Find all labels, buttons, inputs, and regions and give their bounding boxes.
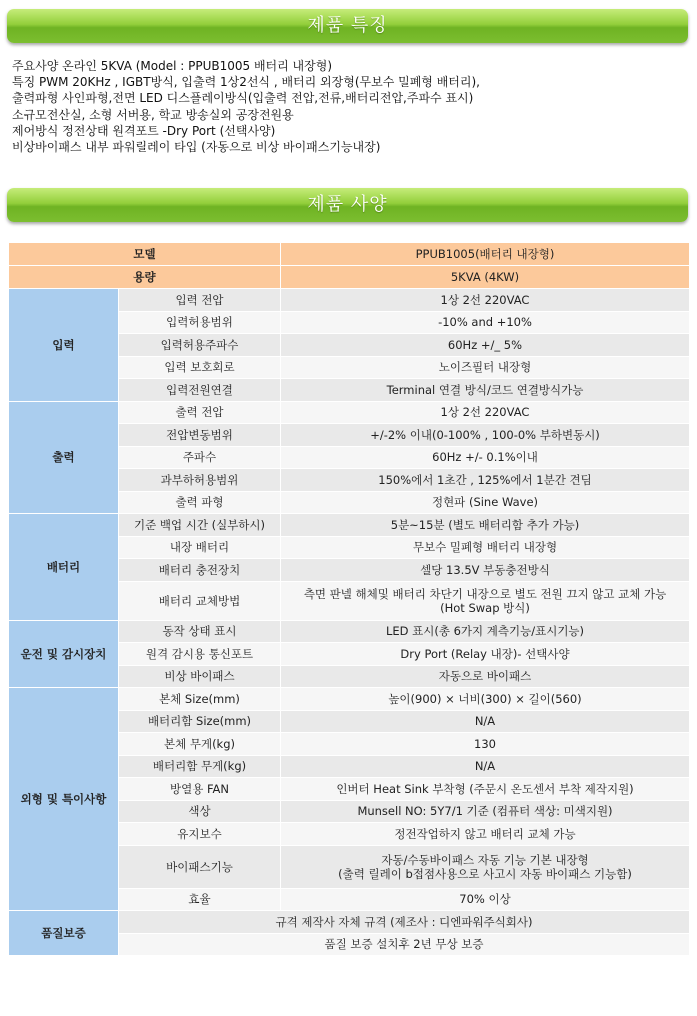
spec-label: 입력허용범위 — [119, 311, 281, 334]
features-banner: 제품 특징 — [7, 9, 688, 43]
spec-label: 비상 바이패스 — [119, 665, 281, 688]
spec-value-line: 측면 판넬 해체및 배터리 차단기 내장으로 별도 전원 끄지 않고 교체 가능 — [303, 586, 667, 601]
table-row — [9, 266, 690, 289]
spec-value — [281, 581, 690, 620]
spec-label: 입력 보호회로 — [119, 356, 281, 379]
spec-label: 내장 배터리 — [119, 536, 281, 559]
spec-label: 원격 감시용 통신포트 — [119, 643, 281, 666]
feature-line: 출력파형 사인파형,전면 LED 디스플레이방식(입출력 전압,전류,배터리전압,주파수 표시) — [12, 91, 474, 106]
spec-label: 과부하허용범위 — [119, 469, 281, 492]
spec-value: 무보수 밀폐형 배터리 내장형 — [281, 536, 690, 559]
spec-value: 노이즈필터 내장형 — [281, 356, 690, 379]
spec-label: 배터리 충전장치 — [119, 559, 281, 582]
spec-value: 60Hz +/- 0.1%이내 — [281, 446, 690, 469]
table-row — [9, 620, 690, 643]
spec-value-line: (Hot Swap 방식) — [440, 600, 530, 615]
spec-banner: 제품 사양 — [7, 188, 688, 222]
spec-label: 효율 — [119, 888, 281, 911]
spec-value: 규격 제작사 자체 규격 (제조사 : 디엔파워주식회사) — [119, 911, 690, 934]
table-row — [9, 243, 690, 266]
spec-value: Munsell NO: 5Y7/1 기준 (컴퓨터 색상: 미색지원) — [281, 800, 690, 823]
spec-value: 5분~15분 (별도 배터리함 추가 가능) — [281, 514, 690, 537]
table-row — [9, 688, 690, 711]
spec-label: 출력 파형 — [119, 491, 281, 514]
feature-line: 소규모전산실, 소형 서버용, 학교 방송실외 공장전원용 — [12, 107, 294, 122]
spec-value-line: 자동/수동바이패스 자동 기능 기본 내장형 — [381, 852, 589, 867]
model-label: 모델 — [9, 243, 281, 266]
spec-value: -10% and +10% — [281, 311, 690, 334]
spec-value: 130 — [281, 733, 690, 756]
spec-value: 높이(900) × 너비(300) × 길이(560) — [281, 688, 690, 711]
spec-value: LED 표시(총 6가지 계측기능/표시기능) — [281, 620, 690, 643]
category-warranty: 품질보증 — [9, 911, 119, 956]
spec-label: 본체 무게(kg) — [119, 733, 281, 756]
spec-value: 정전작업하지 않고 배터리 교체 가능 — [281, 823, 690, 846]
spec-value: 자동으로 바이패스 — [281, 665, 690, 688]
category-monitoring: 운전 및 감시장치 — [9, 620, 119, 688]
spec-value: Dry Port (Relay 내장)- 선택사양 — [281, 643, 690, 666]
category-battery: 배터리 — [9, 514, 119, 621]
spec-value: 1상 2선 220VAC — [281, 289, 690, 312]
spec-value: +/-2% 이내(0-100% , 100-0% 부하변동시) — [281, 424, 690, 447]
spec-label: 입력전원연결 — [119, 379, 281, 402]
spec-value: 품질 보증 설치후 2년 무상 보증 — [119, 933, 690, 956]
category-exterior: 외형 및 특이사항 — [9, 688, 119, 911]
model-value: PPUB1005(배터리 내장형) — [281, 243, 690, 266]
spec-label: 유지보수 — [119, 823, 281, 846]
feature-line: 특징 PWM 20KHz , IGBT방식, 입출력 1상2선식 , 배터리 외장형(무보수 밀폐형 배터리), — [12, 75, 480, 90]
spec-value: 70% 이상 — [281, 888, 690, 911]
table-row — [9, 911, 690, 934]
table-row — [9, 401, 690, 424]
spec-value — [281, 845, 690, 888]
spec-label: 입력허용주파수 — [119, 334, 281, 357]
features-list — [12, 58, 692, 155]
spec-value-line: (출력 릴레이 b접점사용으로 사고시 자동 바이패스 기능함) — [338, 866, 632, 881]
spec-value: 정현파 (Sine Wave) — [281, 491, 690, 514]
feature-line: 주요사양 온라인 5KVA (Model : PPUB1005 배터리 내장형) — [12, 59, 333, 73]
feature-line: 비상바이패스 내부 파워릴레이 타입 (자동으로 비상 바이패스기능내장) — [12, 140, 381, 155]
category-input: 입력 — [9, 289, 119, 402]
spec-label: 방열용 FAN — [119, 778, 281, 801]
spec-value: 150%에서 1초간 , 125%에서 1분간 견딤 — [281, 469, 690, 492]
spec-label: 배터리함 무게(kg) — [119, 755, 281, 778]
spec-value: N/A — [281, 755, 690, 778]
spec-label: 전압변동범위 — [119, 424, 281, 447]
spec-label: 배터리함 Size(mm) — [119, 710, 281, 733]
capacity-label: 용량 — [9, 266, 281, 289]
spec-label: 기준 백업 시간 (실부하시) — [119, 514, 281, 537]
spec-value: Terminal 연결 방식/코드 연결방식가능 — [281, 379, 690, 402]
spec-table — [8, 242, 690, 956]
spec-label: 동작 상태 표시 — [119, 620, 281, 643]
feature-line: 제어방식 정전상태 원격포트 -Dry Port (선택사양) — [12, 123, 276, 138]
spec-value: 60Hz +/_ 5% — [281, 334, 690, 357]
capacity-value: 5KVA (4KW) — [281, 266, 690, 289]
category-output: 출력 — [9, 401, 119, 514]
spec-label: 본체 Size(mm) — [119, 688, 281, 711]
spec-value: 셀당 13.5V 부동충전방식 — [281, 559, 690, 582]
spec-label: 바이패스기능 — [119, 845, 281, 888]
spec-label: 색상 — [119, 800, 281, 823]
spec-label: 배터리 교체방법 — [119, 581, 281, 620]
spec-label: 입력 전압 — [119, 289, 281, 312]
spec-label: 주파수 — [119, 446, 281, 469]
table-row — [9, 289, 690, 312]
spec-value: 1상 2선 220VAC — [281, 401, 690, 424]
spec-value: 인버터 Heat Sink 부착형 (주문시 온도센서 부착 제작지원) — [281, 778, 690, 801]
spec-value: N/A — [281, 710, 690, 733]
table-row — [9, 514, 690, 537]
spec-label: 출력 전압 — [119, 401, 281, 424]
